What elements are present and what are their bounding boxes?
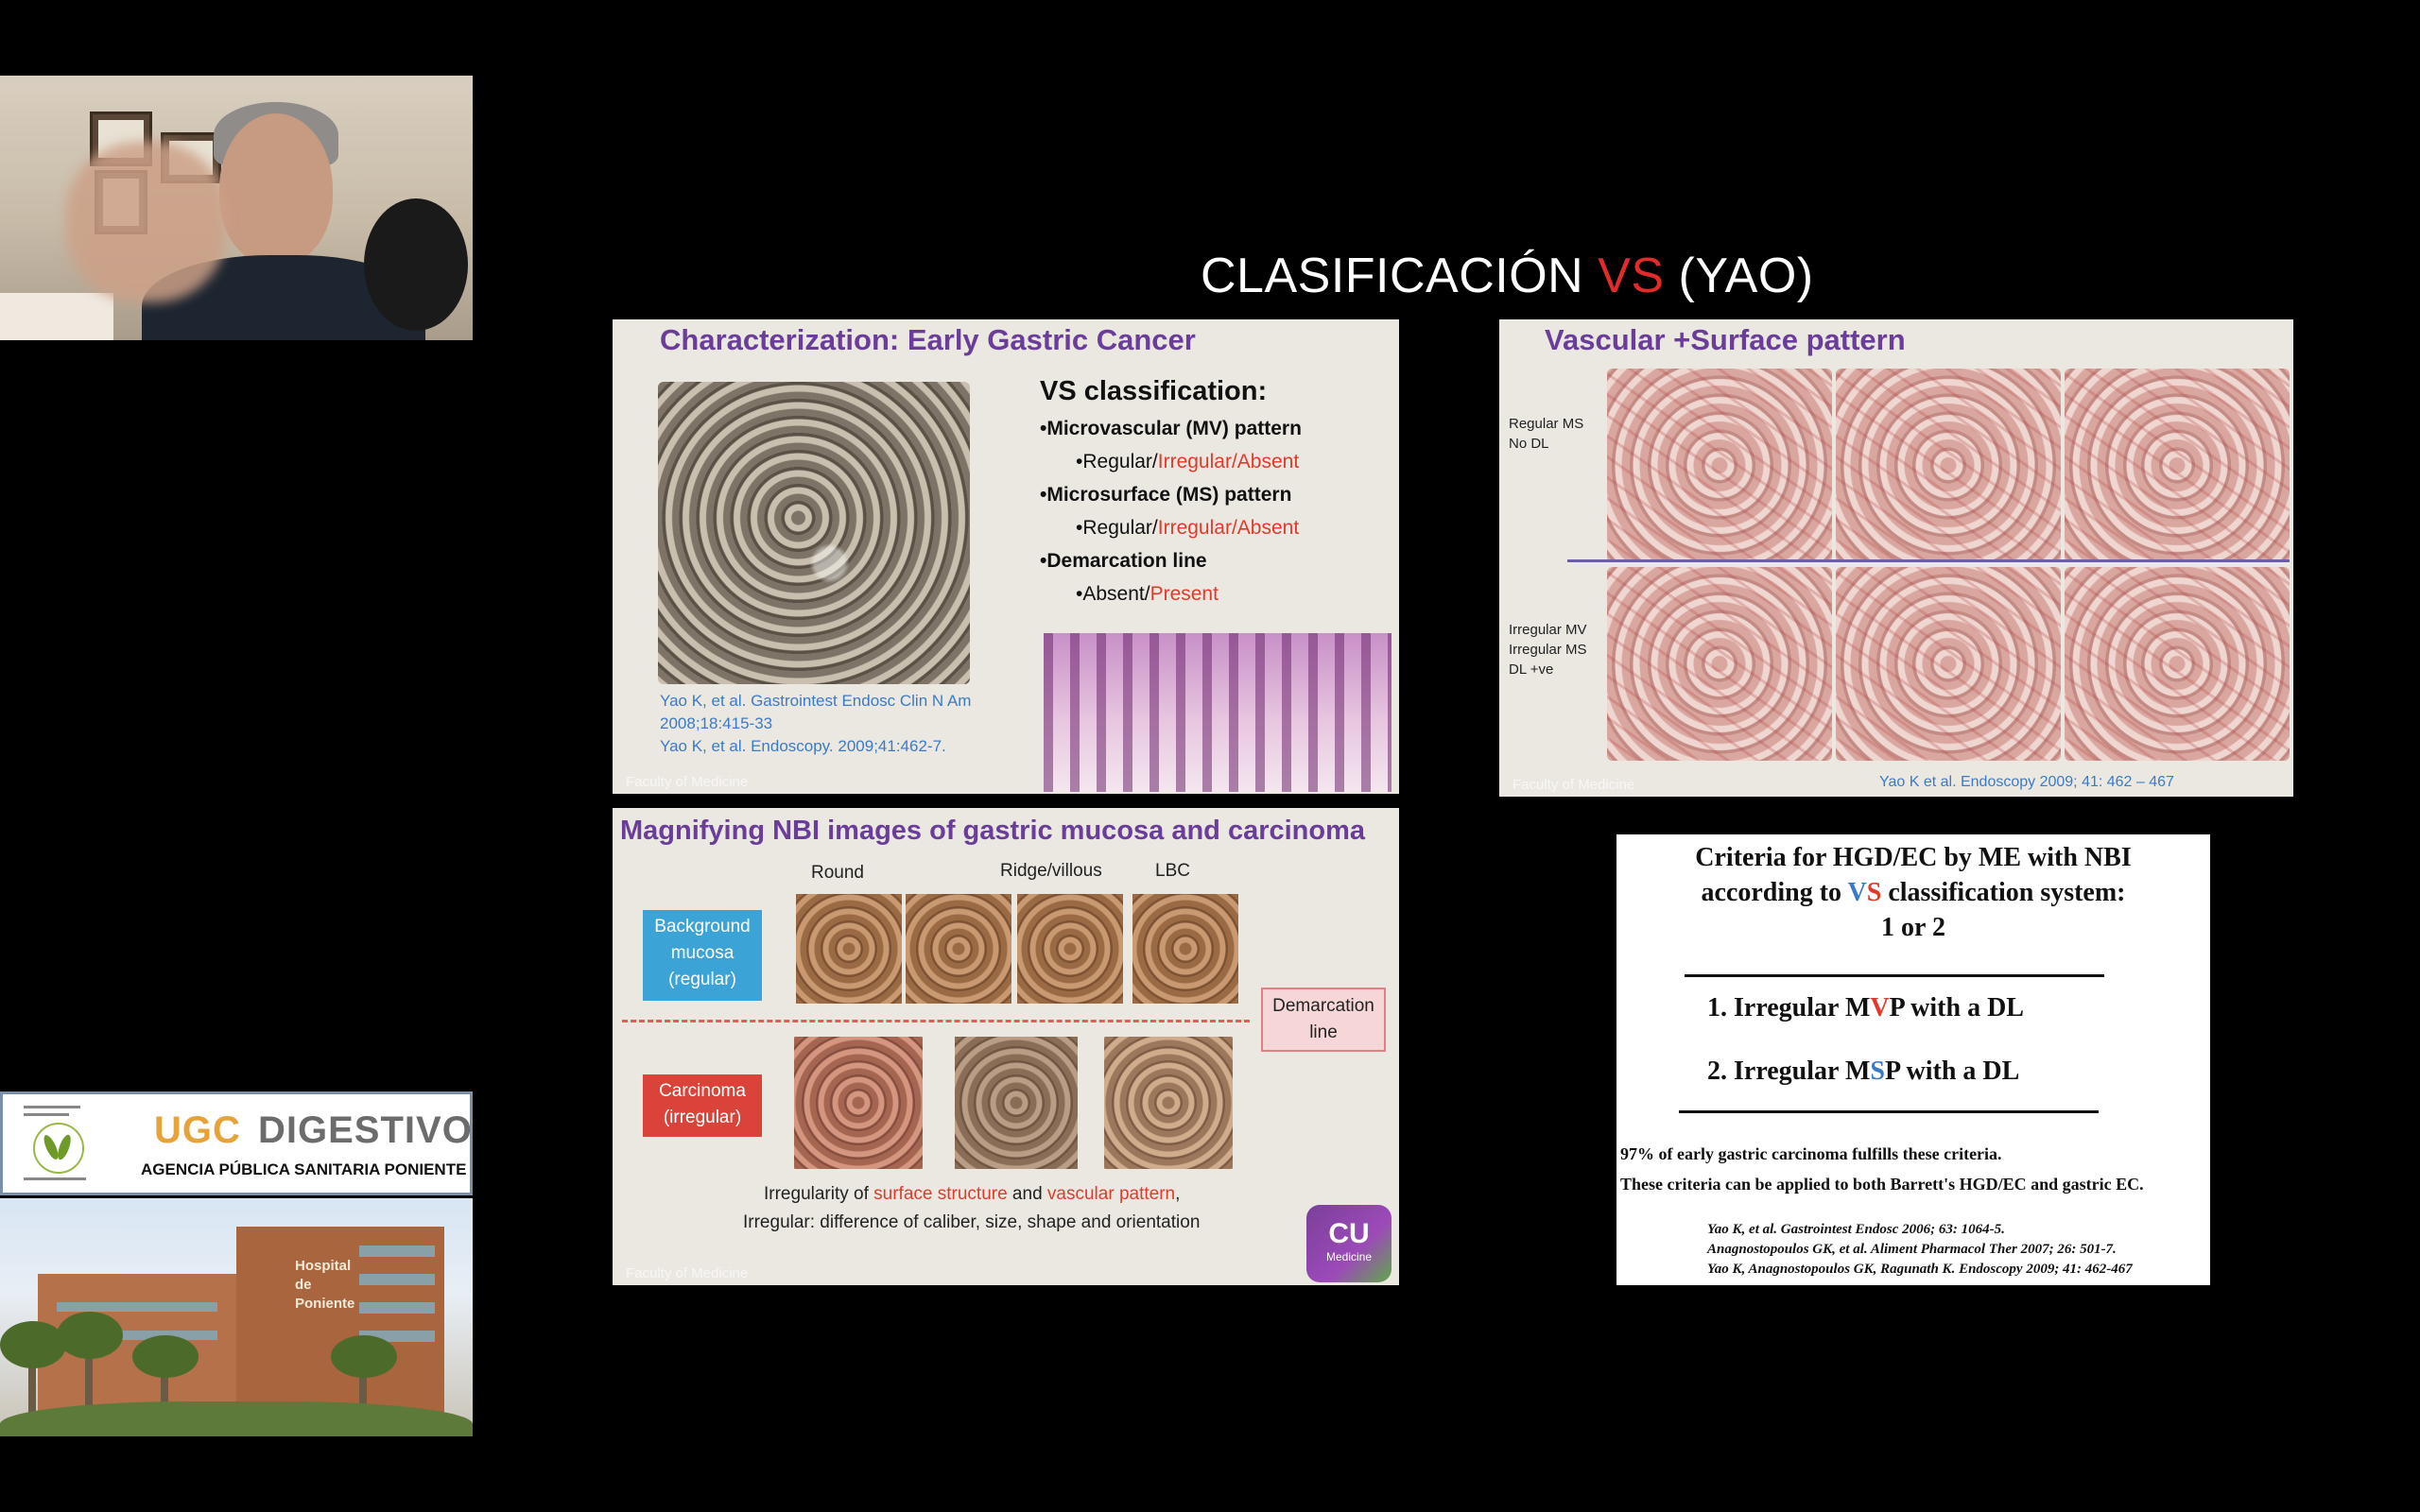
slide-criteria xyxy=(1616,834,2210,1285)
endoscopic-image xyxy=(1607,369,1832,562)
histology-image xyxy=(1044,633,1392,792)
criteria-ref-3: Yao K, Anagnostopoulos GK, Ragunath K. Endoscopy 2009; 41: 462-467 xyxy=(1707,1262,2133,1277)
nbi-caption-line2: Irregular: difference of caliber, size, shape and orientation xyxy=(743,1212,1201,1232)
demarcation-line-label: •Demarcation line xyxy=(1040,550,1207,572)
panel-title: Vascular +Surface pattern xyxy=(1545,323,1906,356)
nbi-image xyxy=(1017,894,1123,1004)
nbi-image xyxy=(796,894,902,1004)
faculty-watermark: Faculty of Medicine xyxy=(626,1265,749,1281)
column-label-ridge: Ridge/villous xyxy=(1000,861,1102,881)
background-mucosa-box: Background mucosa (regular) xyxy=(643,910,762,1001)
mv-pattern-label: •Microvascular (MV) pattern xyxy=(1040,418,1302,439)
column-label-lbc: LBC xyxy=(1155,861,1190,881)
criterion-2: 2. Irregular MSP with a DL xyxy=(1707,1057,2020,1086)
presenter-hand xyxy=(66,142,227,302)
cu-medicine-logo: CU Medicine xyxy=(1306,1205,1392,1282)
presenter-face xyxy=(219,113,333,265)
endoscopic-image xyxy=(2065,567,2290,761)
ms-pattern-label: •Microsurface (MS) pattern xyxy=(1040,484,1292,506)
endoscopic-image xyxy=(1607,567,1832,761)
microphone-icon xyxy=(364,198,468,331)
row-label-irregular: Irregular MV Irregular MS DL +ve xyxy=(1509,622,1587,678)
nbi-image xyxy=(794,1037,923,1169)
endoscopic-image xyxy=(1836,567,2061,761)
logo-ugc-text: UGC xyxy=(154,1109,241,1151)
vs-heading: VS classification: xyxy=(1040,376,1268,406)
criterion-1: 1. Irregular MVP with a DL xyxy=(1707,993,2024,1022)
rule xyxy=(1685,974,2104,977)
citation: Yao K et al. Endoscopy 2009; 41: 462 – 467 xyxy=(1879,774,2174,790)
nbi-image xyxy=(906,894,1011,1004)
demarcation-line-box: Demarcation line xyxy=(1261,988,1386,1052)
panel-title: Magnifying NBI images of gastric mucosa and carcinoma xyxy=(620,816,1366,846)
logo-digestivo-text: DIGESTIVO xyxy=(258,1109,473,1151)
endoscopic-image xyxy=(1836,369,2061,562)
slide-title: CLASIFICACIÓN VS (YAO) xyxy=(1201,249,1814,303)
criteria-title-line1: Criteria for HGD/EC by ME with NBI xyxy=(1695,843,2132,872)
rule xyxy=(1679,1110,2099,1113)
endoscopic-image xyxy=(658,382,970,684)
hospital-seal-icon xyxy=(16,1102,101,1189)
faculty-watermark: Faculty of Medicine xyxy=(626,774,749,790)
faculty-watermark: Faculty of Medicine xyxy=(1512,777,1635,793)
slide-magnifying-nbi xyxy=(613,808,1399,1285)
criteria-title-line2: according to VS classification system: xyxy=(1701,878,2126,907)
criteria-note-1: 97% of early gastric carcinoma fulfills these criteria. xyxy=(1620,1144,2002,1163)
endoscopic-image xyxy=(2065,369,2290,562)
row-divider xyxy=(1567,559,2290,562)
citation: Yao K, et al. Gastrointest Endosc Clin N Am 2008;18:415-33 Yao K, et al. Endoscopy. 2009;41:462-7. xyxy=(660,692,972,755)
hospital-building-photo xyxy=(0,1198,473,1436)
building-sign: Hospital de Poniente xyxy=(295,1258,355,1312)
slide-vascular-surface xyxy=(1499,319,2293,797)
criteria-ref-2: Anagnostopoulos GK, et al. Aliment Pharmacol Ther 2007; 26: 501-7. xyxy=(1707,1242,2117,1257)
nbi-image xyxy=(955,1037,1078,1169)
carcinoma-box: Carcinoma (irregular) xyxy=(643,1074,762,1137)
criteria-note-2: These criteria can be applied to both Barrett's HGD/EC and gastric EC. xyxy=(1620,1175,2144,1194)
criteria-title-line3: 1 or 2 xyxy=(1881,913,1945,942)
mv-pattern-options: •Regular/Irregular/Absent xyxy=(1076,451,1300,472)
furniture xyxy=(0,293,113,340)
nbi-image xyxy=(1104,1037,1233,1169)
row-label-regular: Regular MS No DL xyxy=(1509,416,1584,452)
nbi-image xyxy=(1132,894,1238,1004)
slide-characterization xyxy=(613,319,1399,794)
ms-pattern-options: •Regular/Irregular/Absent xyxy=(1076,517,1300,539)
logo-subtitle: AGENCIA PÚBLICA SANITARIA PONIENTE xyxy=(141,1160,467,1178)
panel-title: Characterization: Early Gastric Cancer xyxy=(660,323,1196,356)
demarcation-dashed-line xyxy=(622,1020,1250,1022)
nbi-caption-line1: Irregularity of surface structure and vascular pattern, xyxy=(764,1184,1181,1204)
dl-options: •Absent/Present xyxy=(1076,583,1219,605)
column-label-round: Round xyxy=(811,863,864,883)
presenter-video xyxy=(0,76,473,340)
criteria-ref-1: Yao K, et al. Gastrointest Endosc 2006; 63: 1064-5. xyxy=(1707,1222,2005,1237)
ugc-logo-card xyxy=(0,1091,473,1195)
